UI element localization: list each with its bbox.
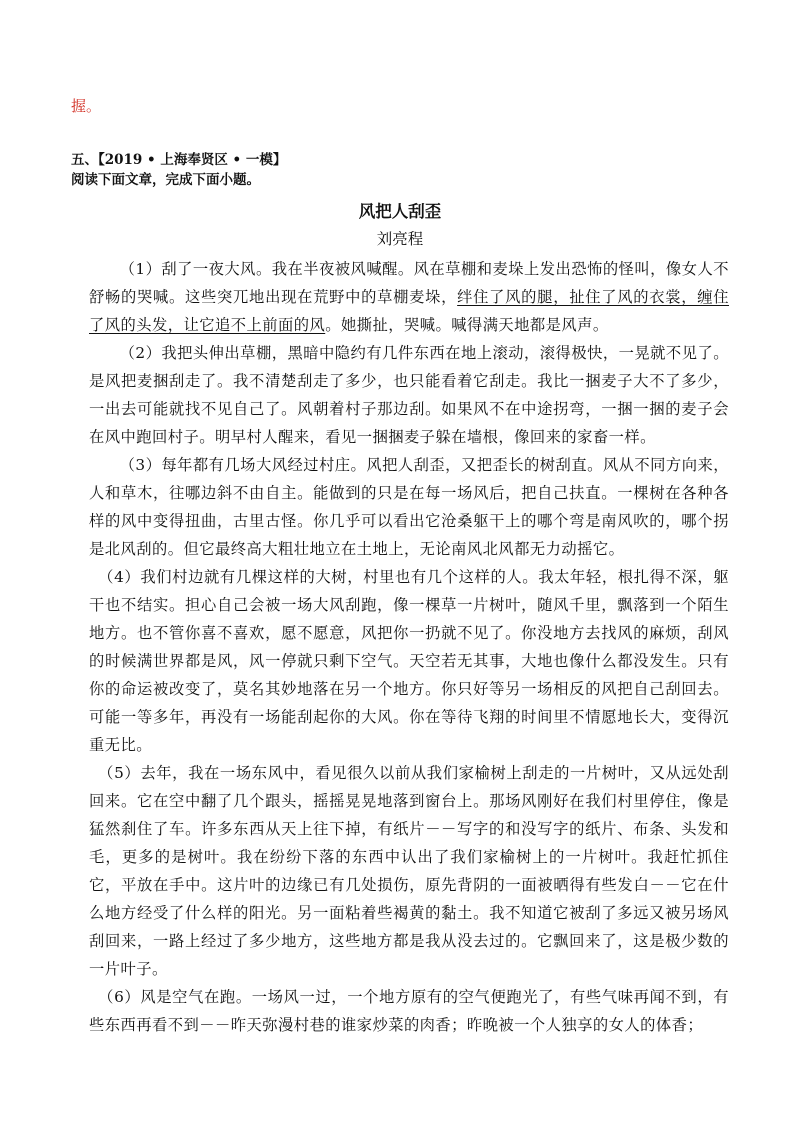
paragraph-2: （2）我把头伸出草棚，黑暗中隐约有几件东西在地上滚动，滚得极快，一晃就不见了。是风把麦捆刮走了。我不清楚刮走了多少，也只能看着它刮走。我比一捆麦子大不了多少，一出去可能就找不见自己了。风朝着村子那边刮。如果风不在中途拐弯，一捆一捆的麦子会在风中跑回村子。明早村人醒来，看见一捆捆麦子躲在墙根，像回来的家畜一样。 — [89, 344, 729, 446]
article-title: 风把人刮歪 — [358, 202, 442, 221]
paragraph-6: （6）风是空气在跑。一场风一过，一个地方原有的空气便跑光了，有些气味再闻不到，有些东西再看不到－－昨天弥漫村巷的谁家炒菜的肉香；昨晚被一个人独享的女人的体香； — [89, 988, 729, 1034]
paragraph-1-tail: 。她撕扯，哭喊。喊得满天地都是风声。 — [325, 316, 609, 334]
section-instruction: 阅读下面文章，完成下面小题。 — [71, 172, 260, 188]
article-author: 刘亮程 — [376, 230, 424, 248]
article-body — [89, 255, 729, 1039]
leftover-text: 握。 — [71, 97, 102, 115]
paragraph-5: （5）去年，我在一场东风中，看见很久以前从我们家榆树上刮走的一片树叶，又从远处刮回来。它在空中翻了几个跟头，摇摇晃晃地落到窗台上。那场风刚好在我们村里停住，像是猛然刹住了车。许多东西从天上往下掉，有纸片－－写字的和没写字的纸片、布条、头发和毛，更多的是树叶。我在纷纷下落的东西中认出了我们家榆树上的一片树叶。我赶忙抓住它，平放在手中。这片叶的边缘已有几处损伤，原先背阴的一面被晒得有些发白－－它在什么地方经受了什么样的阳光。另一面粘着些褐黄的黏土。我不知道它被刮了多远又被另场风刮回来，一路上经过了多少地方，这些地方都是我从没去过的。它飘回来了，这是极少数的一片叶子。 — [89, 764, 729, 978]
section-heading: 五、【2019 • 上海奉贤区 • 一模】 — [71, 152, 287, 168]
paragraph-1 — [89, 255, 729, 339]
paragraph-4: （4）我们村边就有几棵这样的大树，村里也有几个这样的人。我太年轻，根扎得不深，躯干也不结实。担心自己会被一场大风刮跑，像一棵草一片树叶，随风千里，飘落到一个陌生地方。也不管你喜不喜欢，愿不愿意，风把你一扔就不见了。你没地方去找风的麻烦，刮风的时候满世界都是风，风一停就只剩下空气。天空若无其事，大地也像什么都没发生。只有你的命运被改变了，莫名其妙地落在另一个地方。你只好等另一场相反的风把自己刮回去。可能一等多年，再没有一场能刮起你的大风。你在等待飞翔的时间里不情愿地长大，变得沉重无比。 — [89, 568, 729, 754]
paragraph-3: （3）每年都有几场大风经过村庄。风把人刮歪，又把歪长的树刮直。风从不同方向来，人和草木，往哪边斜不由自主。能做到的只是在每一场风后，把自己扶直。一棵树在各种各样的风中变得扭曲，古里古怪。你几乎可以看出它沧桑躯干上的哪个弯是南风吹的，哪个拐是北风刮的。但它最终高大粗壮地立在土地上，无论南风北风都无力动摇它。 — [89, 456, 729, 558]
paragraph-1-text: （1）刮了一夜大风。我在半夜被风喊醒。风在草棚和麦垛上发出恐怖的怪叫，像女人不舒畅的哭喊。这些突兀地出现在荒野中的草棚麦垛， — [89, 260, 729, 306]
underlined-sentence: 绊住了风的腿，扯住了风的衣裳，缠住了风的头发，让它追不上前面的风 — [89, 288, 730, 334]
